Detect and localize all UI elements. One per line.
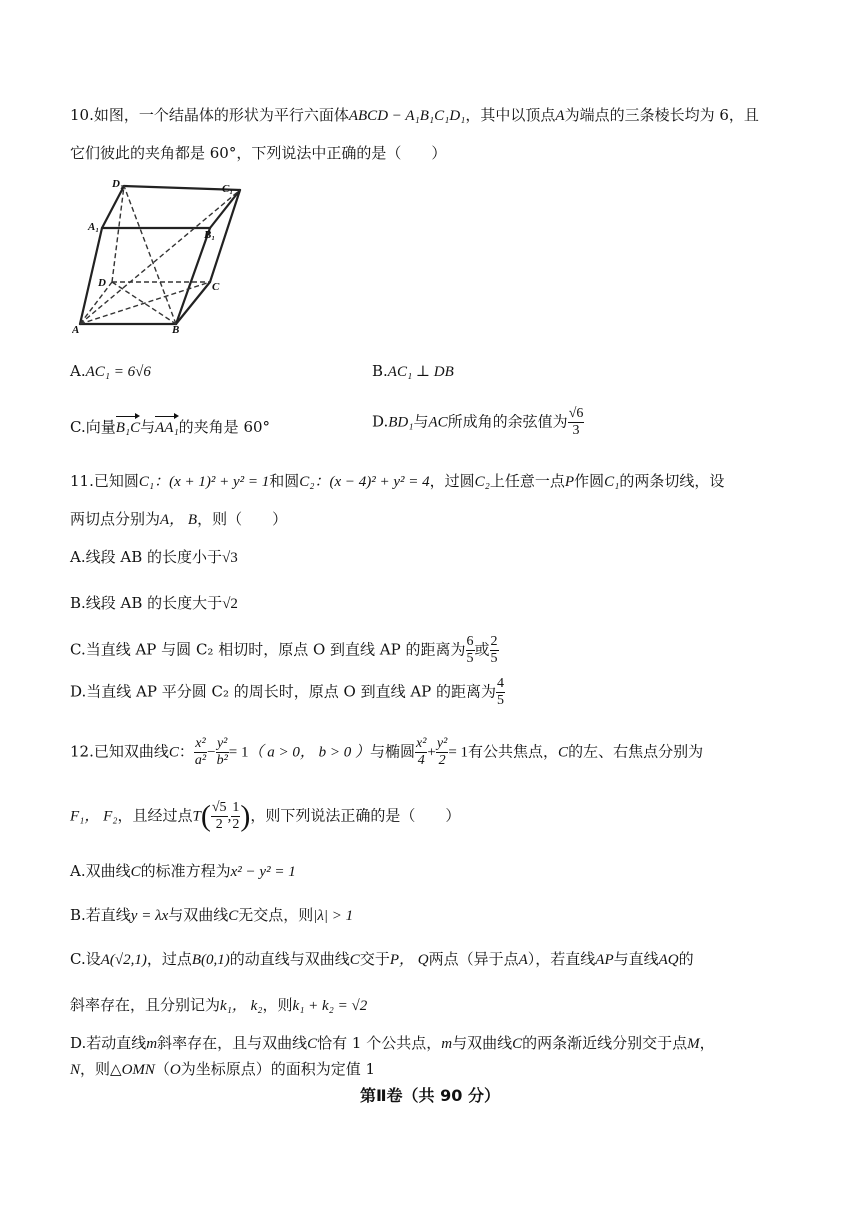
numerator: y²	[436, 736, 448, 751]
symbol-a: A	[518, 952, 528, 968]
q12-stem-text: 有公共焦点，	[468, 742, 559, 761]
fraction	[194, 736, 207, 769]
value-sqrt3: √3	[222, 550, 238, 566]
option-text: ，则	[262, 996, 293, 1014]
numerator: 2	[490, 634, 498, 649]
paren-open: (	[200, 799, 211, 833]
numerator: y²	[216, 736, 228, 751]
q10-vertex: A	[555, 108, 565, 124]
option-text: 与	[140, 418, 156, 436]
option-text: 的	[678, 950, 694, 968]
line-ap: AP	[595, 952, 614, 968]
q11-stem-line1	[70, 470, 724, 493]
option-text: 与双曲线	[452, 1034, 513, 1052]
q10-stem-text: 为端点的三条棱长均为 6，且	[564, 106, 759, 124]
operator: −	[207, 744, 216, 761]
numerator: 4	[497, 676, 505, 691]
point-b: B(0,1)	[191, 952, 230, 968]
label-D: D	[98, 277, 106, 289]
q10-stem-text: 10.如图，一个结晶体的形状为平行六面体	[70, 106, 349, 124]
option-text: 或	[474, 640, 490, 659]
symbol-c: C	[168, 744, 179, 761]
q11-stem-text: 11.已知圆	[70, 472, 139, 490]
symbol-c: C	[228, 908, 239, 924]
segment-bd1: BD₁	[388, 414, 414, 431]
option-text: 恰有 1 个公共点，	[317, 1034, 442, 1052]
q12-stem-text: 的左、右焦点分别为	[568, 742, 704, 761]
triangle-omn: △OMN	[110, 1062, 155, 1078]
symbol-c: C	[512, 1036, 523, 1052]
symbol-p: P	[564, 474, 575, 490]
paren-close: )	[240, 799, 251, 833]
fraction	[496, 676, 505, 709]
option-prefix: B.	[372, 362, 388, 380]
option-text: 斜率存在，且与双曲线	[157, 1034, 308, 1052]
symbol-c: C	[349, 952, 360, 968]
q10-option-b	[372, 360, 454, 383]
q10-solid-name: ABCD − A₁B₁C₁D₁	[348, 108, 466, 124]
equation-rhs: = 1	[228, 744, 249, 761]
vector-aa1: AA₁	[155, 417, 179, 439]
denominator: 5	[497, 693, 505, 708]
q11-option-a	[70, 546, 238, 569]
label-A: A	[72, 324, 80, 336]
q11-stem-line2	[70, 508, 287, 531]
operator: +	[427, 744, 436, 761]
line-equation: y = λx	[130, 908, 169, 924]
fraction	[436, 736, 448, 769]
symbol-c1: C₁	[604, 474, 620, 490]
denominator: 5	[466, 651, 474, 666]
slope-sum: k₁ + k₂ = √2	[292, 998, 368, 1014]
option-text: D.当直线 AP 平分圆 C₂ 的周长时，原点 O 到直线 AP 的距离为	[70, 682, 497, 701]
q11-stem-text: ，则（ ）	[197, 510, 288, 528]
line-aq: AQ	[658, 952, 679, 968]
symbol-m: m	[441, 1036, 453, 1052]
option-text: C.当直线 AP 与圆 C₂ 相切时，原点 O 到直线 AP 的距离为	[70, 640, 466, 659]
numerator: 1	[232, 800, 240, 815]
option-text: 无交点，则	[238, 906, 314, 924]
option-text: 交于	[359, 950, 390, 968]
symbol-c: C	[558, 744, 569, 761]
point-t: T	[192, 808, 201, 825]
q12-option-d-line1	[70, 1032, 715, 1055]
q11-stem-text: 上任意一点	[489, 472, 565, 490]
symbol-m-point: M	[687, 1036, 700, 1052]
q12-option-b	[70, 904, 353, 927]
denominator: a²	[194, 753, 207, 768]
denominator: 2	[438, 753, 446, 768]
option-text: ，则	[80, 1060, 111, 1078]
fraction	[415, 736, 427, 769]
hyperbola-equation: x² − y² = 1	[230, 864, 296, 880]
option-text: B.线段 AB 的长度大于	[70, 594, 223, 612]
segment-ac: AC	[428, 414, 448, 431]
option-text: 与直线	[613, 950, 659, 968]
option-text: 斜率存在，且分别记为	[70, 996, 221, 1014]
option-text: 的夹角是 60°	[178, 418, 271, 436]
numerator: 6	[466, 634, 474, 649]
fraction	[211, 800, 228, 833]
numerator: √6	[568, 406, 584, 421]
q12-stem-line1	[70, 736, 703, 769]
circle-c2-equation: C₂：(x − 4)² + y² = 4	[299, 474, 430, 490]
symbol-c: C	[307, 1036, 318, 1052]
q10-stem-text: 它们彼此的夹角都是 60°，下列说法中正确的是（ ）	[70, 144, 447, 162]
label-C1: C₁	[222, 183, 234, 195]
option-text: C.设	[70, 950, 101, 968]
option-text: （	[154, 1060, 170, 1078]
q12-stem-line2	[70, 800, 460, 833]
q11-option-b	[70, 592, 238, 615]
q10-option-a-math: AC₁ = 6√6	[85, 364, 151, 380]
value-sqrt2: √2	[222, 596, 238, 612]
denominator: 4	[417, 753, 425, 768]
denominator: 2	[215, 817, 223, 832]
option-prefix: A.	[70, 362, 86, 380]
option-text: 的两条渐近线分别交于点	[522, 1034, 688, 1052]
option-text: B.若直线	[70, 906, 131, 924]
option-text: ，	[699, 1034, 715, 1052]
option-text: 与双曲线	[168, 906, 229, 924]
denominator: b²	[216, 753, 228, 768]
option-text: A.双曲线	[70, 862, 131, 880]
parallelepiped-diagram	[72, 178, 242, 338]
q12-stem-text: 与椭圆	[369, 742, 415, 761]
q10-option-d	[372, 406, 584, 439]
q10-option-c	[70, 416, 270, 439]
foci-f1-f2: F₁， F₂	[70, 808, 118, 825]
fraction	[568, 406, 585, 439]
q10-stem-text: ，其中以顶点	[465, 106, 556, 124]
option-text: C.向量	[70, 418, 116, 436]
circle-c1-equation: C₁：(x + 1)² + y² = 1	[138, 474, 270, 490]
q11-stem-text: 作圆	[574, 472, 605, 490]
numerator: √5	[211, 800, 227, 815]
q12-stem-text: ：	[178, 742, 194, 761]
symbol-o: O	[169, 1062, 181, 1078]
denominator: 3	[572, 423, 580, 438]
label-B1: B₁	[204, 229, 216, 241]
symbol-n: N	[70, 1062, 81, 1078]
section-title: 第Ⅱ卷（共 90 分）	[360, 1086, 500, 1105]
points-ab: A， B	[160, 512, 198, 528]
fraction	[231, 800, 240, 833]
q11-stem-text: 和圆	[269, 472, 300, 490]
q11-option-c	[70, 634, 499, 667]
q12-stem-text: 12.已知双曲线	[70, 742, 169, 761]
point-a: A(√2,1)	[100, 952, 147, 968]
equation-rhs: = 1	[448, 744, 469, 761]
q11-option-d	[70, 676, 505, 709]
option-text: 与	[413, 412, 429, 431]
label-A1: A₁	[88, 221, 100, 233]
q10-option-b-math: AC₁ ⊥ DB	[387, 364, 454, 380]
numerator: x²	[195, 736, 206, 751]
q12-option-c-line2	[70, 994, 367, 1017]
option-prefix: D.	[372, 412, 389, 431]
label-B: B	[172, 324, 180, 336]
q11-stem-text: ，过圆	[429, 472, 475, 490]
option-text: ，过点	[146, 950, 192, 968]
option-text: 的动直线与双曲线	[229, 950, 350, 968]
option-text: 两点（异于点	[428, 950, 519, 968]
denominator: 2	[232, 817, 240, 832]
q12-option-a	[70, 860, 296, 883]
q12-option-c-line1	[70, 948, 694, 971]
q12-stem-text: ，则下列说法正确的是（ ）	[250, 806, 461, 825]
q11-stem-text: 的两条切线，设	[619, 472, 725, 490]
symbol-m: m	[146, 1036, 158, 1052]
option-text: 所成角的余弦值为	[447, 412, 568, 431]
symbol-c: C	[130, 864, 141, 880]
option-text: ），若直线	[527, 950, 596, 968]
slopes-k1-k2: k₁， k₂	[220, 998, 263, 1014]
lambda-condition: |λ| > 1	[313, 908, 354, 924]
symbol-c2: C₂	[474, 474, 490, 490]
vector-b1c: B₁C	[116, 417, 140, 439]
parallelepiped-figure	[72, 178, 242, 342]
comma: ,	[227, 808, 232, 825]
option-text: 为坐标原点）的面积为定值 1	[180, 1060, 376, 1078]
condition: （ a > 0， b > 0 ）	[248, 744, 370, 761]
option-text: D.若动直线	[70, 1034, 147, 1052]
q10-stem-line2	[70, 142, 446, 164]
q11-stem-text: 两切点分别为	[70, 510, 161, 528]
q10-stem-line1	[70, 104, 759, 127]
q10-option-a	[70, 360, 151, 383]
q12-option-d-line2	[70, 1058, 375, 1081]
numerator: x²	[416, 736, 427, 751]
q12-stem-text: ，且经过点	[117, 806, 193, 825]
fraction	[490, 634, 499, 667]
fraction	[216, 736, 229, 769]
denominator: 5	[490, 651, 498, 666]
option-text: 的标准方程为	[140, 862, 231, 880]
points-pq: P， Q	[389, 952, 429, 968]
label-D1: D₁	[112, 178, 124, 190]
label-C: C	[212, 281, 220, 293]
fraction	[466, 634, 475, 667]
option-text: A.线段 AB 的长度小于	[70, 548, 222, 566]
